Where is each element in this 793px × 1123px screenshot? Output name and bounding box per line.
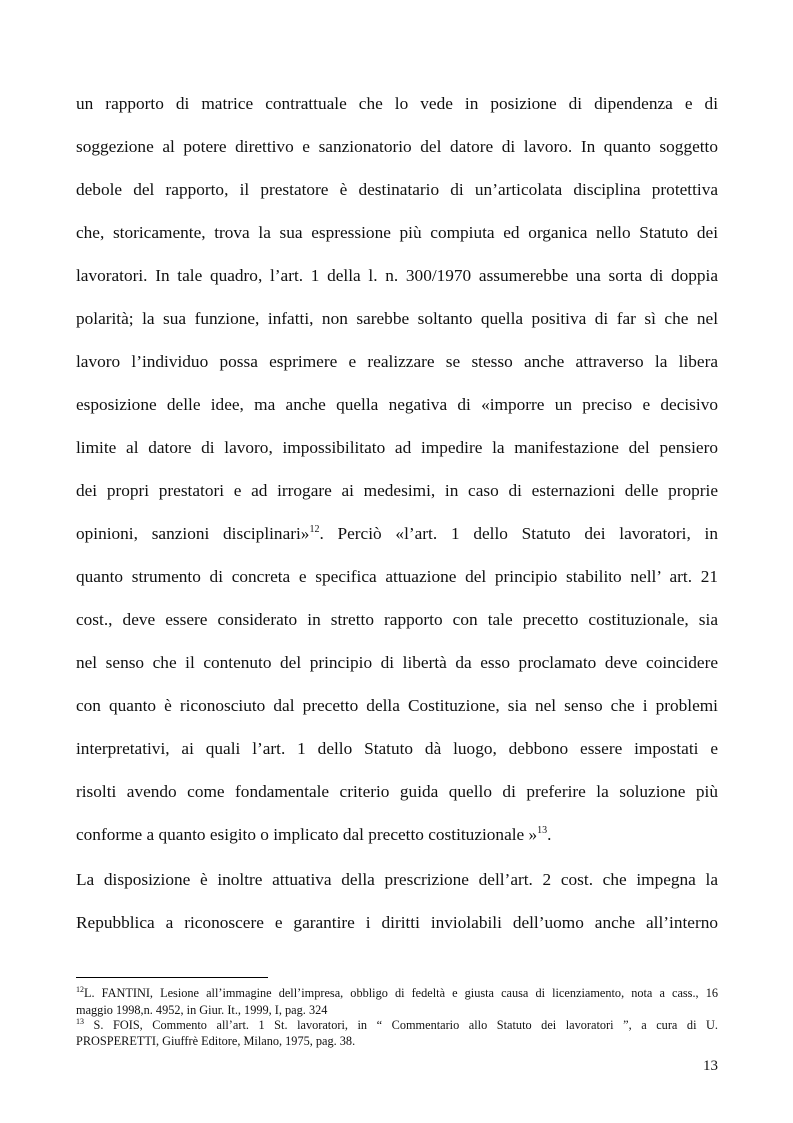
footnote-reference[interactable]: 13 — [537, 825, 548, 836]
body-line: quanto strumento di concreta e specifica attuazione del principio stabilito nell’ art. 21 — [76, 567, 718, 586]
body-line: esposizione delle idee, ma anche quella negativa di «imporre un preciso e decisivo — [76, 395, 718, 414]
body-line: nel senso che il contenuto del principio di libertà da esso proclamato deve coincidere — [76, 653, 718, 672]
body-line: polarità; la sua funzione, infatti, non sarebbe soltanto quella positiva di far sì che nel — [76, 309, 718, 328]
footnote-separator — [76, 977, 268, 978]
body-line: Repubblica a riconoscere e garantire i diritti inviolabili dell’uomo anche all’interno — [76, 913, 718, 932]
footnote-line: maggio 1998,n. 4952, in Giur. It., 1999, I, pag. 324 — [76, 1003, 328, 1017]
page-number: 13 — [703, 1058, 718, 1074]
footnote-number: 12 — [76, 985, 84, 994]
body-line — [76, 520, 718, 548]
footnote-text: S. FOIS, Commento all’art. 1 St. lavoratori, in “ Commentario allo Statuto dei lavoratori ”, a cura di U. — [84, 1018, 718, 1032]
body-text-segment: . Perciò «l’art. 1 dello Statuto dei lavoratori, in — [319, 524, 718, 543]
body-line: cost., deve essere considerato in stretto rapporto con tale precetto costituzionale, sia — [76, 610, 718, 629]
body-text-segment: opinioni, sanzioni disciplinari» — [76, 524, 310, 543]
footnote-line — [76, 1017, 718, 1034]
body-line: soggezione al potere direttivo e sanzionatorio del datore di lavoro. In quanto soggetto — [76, 137, 718, 156]
footnote-line — [76, 985, 718, 1002]
body-text-segment: conforme a quanto esigito o implicato dal precetto costituzionale » — [76, 825, 538, 844]
body-line: debole del rapporto, il prestatore è destinatario di un’articolata disciplina protettiva — [76, 180, 718, 199]
body-line: dei propri prestatori e ad irrogare ai medesimi, in caso di esternazioni delle proprie — [76, 481, 718, 500]
footnote-text: L. FANTINI, Lesione all’immagine dell’impresa, obbligo di fedeltà e giusta causa di licenziamento, nota a cass., 16 — [84, 986, 718, 1000]
footnote-number: 13 — [76, 1017, 84, 1026]
body-text-segment: . — [547, 825, 552, 844]
body-line: un rapporto di matrice contrattuale che lo vede in posizione di dipendenza e di — [76, 94, 718, 113]
footnote-line: PROSPERETTI, Giuffrè Editore, Milano, 1975, pag. 38. — [76, 1034, 356, 1048]
body-line: con quanto è riconosciuto dal precetto della Costituzione, sia nel senso che i problemi — [76, 696, 718, 715]
body-line: risolti avendo come fondamentale criterio guida quello di preferire la soluzione più — [76, 782, 718, 801]
body-line — [76, 821, 718, 849]
footnote-reference[interactable]: 12 — [309, 524, 320, 535]
body-line: lavoratori. In tale quadro, l’art. 1 della l. n. 300/1970 assumerebbe una sorta di doppia — [76, 266, 718, 285]
body-line: interpretativi, ai quali l’art. 1 dello Statuto dà luogo, debbono essere impostati e — [76, 739, 718, 758]
body-line: La disposizione è inoltre attuativa della prescrizione dell’art. 2 cost. che impegna la — [76, 870, 718, 889]
body-line: che, storicamente, trova la sua espressione più compiuta ed organica nello Statuto dei — [76, 223, 718, 242]
body-line: limite al datore di lavoro, impossibilitato ad impedire la manifestazione del pensiero — [76, 438, 718, 457]
body-line: lavoro l’individuo possa esprimere e realizzare se stesso anche attraverso la libera — [76, 352, 718, 371]
